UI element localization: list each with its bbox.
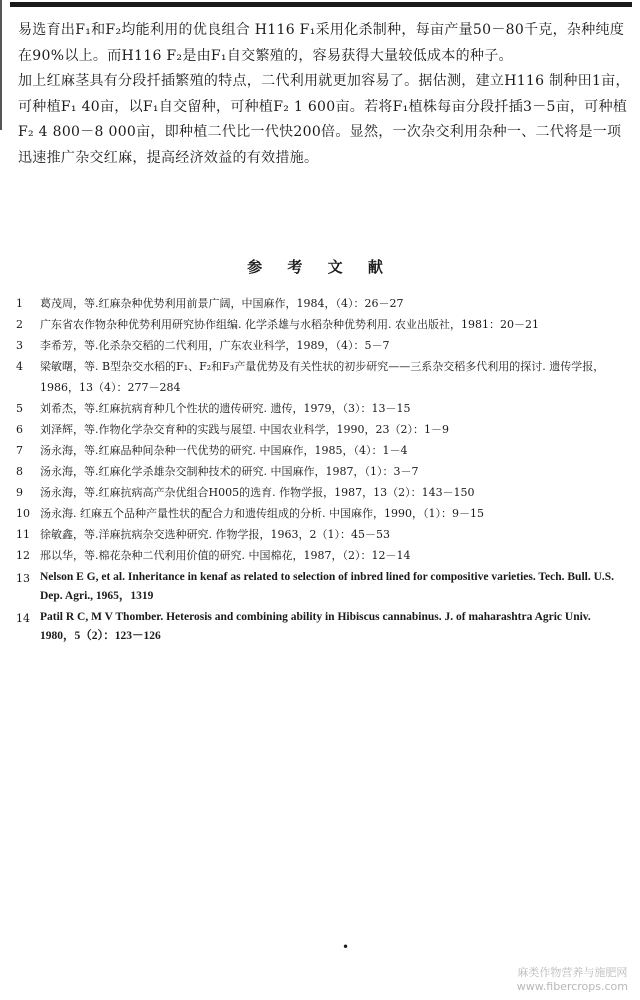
reference-item <box>16 524 628 545</box>
reference-list <box>16 293 628 646</box>
reference-item <box>16 398 628 419</box>
watermark-line-2: www.fibercrops.com <box>516 980 628 993</box>
reference-number: 14 <box>16 612 30 625</box>
reference-text: 徐敏鑫，等.洋麻抗病杂交选种研究. 作物学报，1963，2（1）：45－53 <box>40 528 390 541</box>
reference-number: 9 <box>16 486 23 499</box>
reference-text: 刘泽辉，等.作物化学杂交育种的实践与展望. 中国农业科学，1990，23（2）：1－9 <box>40 423 449 436</box>
reference-item <box>16 419 628 440</box>
reference-number: 7 <box>16 444 23 457</box>
reference-number: 4 <box>16 360 23 373</box>
reference-item <box>16 356 628 398</box>
reference-text: 邢以华，等.棉花杂种二代利用价值的研究. 中国棉花，1987，（2）：12－14 <box>40 549 411 562</box>
reference-text: Patil R C, M V Thomber. Heterosis and combining ability in Hibiscus cannabinus. J. of maharashtra Agric Univ. 1980，5（2）：123－126 <box>40 611 591 642</box>
page-mark: • <box>342 940 350 954</box>
reference-text: 汤永海. 红麻五个品种产量性状的配合力和遗传组成的分析. 中国麻作，1990，（1）：9－15 <box>40 507 484 520</box>
reference-text: 葛茂周，等.红麻杂种优势利用前景广阔，中国麻作，1984，（4）：26－27 <box>40 297 404 310</box>
reference-item <box>16 568 628 606</box>
reference-item <box>16 545 628 566</box>
reference-number: 13 <box>16 572 30 585</box>
body-text <box>18 18 630 171</box>
reference-text: 李希芳，等.化杀杂交稻的二代利用，广东农业科学，1989，（4）：5－7 <box>40 339 390 352</box>
reference-number: 3 <box>16 339 23 352</box>
reference-text: 汤永海，等.红麻品种间杂种一代优势的研究. 中国麻作，1985，（4）：1－4 <box>40 444 408 457</box>
reference-text: 刘希杰，等.红麻抗病育种几个性状的遗传研究. 遗传，1979，（3）：13－15 <box>40 402 411 415</box>
reference-text: 广东省农作物杂种优势利用研究协作组编. 化学杀雄与水稻杂种优势利用. 农业出版社，1981：20－21 <box>40 318 539 331</box>
top-rule <box>10 2 632 7</box>
reference-text: 汤永海，等.红麻化学杀雄杂交制种技术的研究. 中国麻作，1987，（1）：3－7 <box>40 465 419 478</box>
reference-item <box>16 335 628 356</box>
reference-text: 汤永海，等.红麻抗病高产杂优组合H005的选育. 作物学报，1987，13（2）：143－150 <box>40 486 475 499</box>
reference-item <box>16 293 628 314</box>
body-paragraph: 易选育出F₁和F₂均能利用的优良组合 H116 F₁采用化杀制种，每亩产量50－80千克，杂种纯度在90%以上。而H116 F₂是由F₁自交繁殖的，容易获得大量较低成本的种子。 <box>18 22 625 64</box>
reference-item <box>16 482 628 503</box>
watermark-line-1: 麻类作物营养与施肥网 <box>517 966 628 979</box>
reference-number: 1 <box>16 297 23 310</box>
reference-text: Nelson E G, et al. Inheritance in kenaf as related to selection of inbred lined for compositive varieties. Tech. Bull. U.S. Dep. Agri., 1965，1319 <box>40 571 615 602</box>
reference-number: 10 <box>16 507 30 520</box>
reference-number: 5 <box>16 402 23 415</box>
watermark <box>517 966 628 994</box>
reference-number: 12 <box>16 549 30 562</box>
page-left-edge <box>0 0 2 130</box>
reference-number: 2 <box>16 318 23 331</box>
reference-item <box>16 314 628 335</box>
reference-item <box>16 503 628 524</box>
references-title: 参 考 文 献 <box>247 258 393 276</box>
reference-number: 6 <box>16 423 23 436</box>
body-paragraph: 加上红麻茎具有分段扦插繁殖的特点，二代利用就更加容易了。据估测，建立H116 制种田1亩，可种植F₁ 40亩，以F₁自交留种，可种植F₂ 1 600亩。若将F₁植株每亩分段扦插3－5亩，可种植F₂ 4 800－8 000亩，即种植二代比一代快200倍。显然，一次杂交利用杂种一、二代将是一项迅速推广杂交红麻，提高经济效益的有效措施。 <box>18 73 630 166</box>
reference-number: 8 <box>16 465 23 478</box>
reference-item <box>16 440 628 461</box>
reference-number: 11 <box>16 528 30 541</box>
reference-text: 梁敏曙，等. B型杂交水稻的F₁、F₂和F₃产量优势及有关性状的初步研究——三系杂交稻多代利用的探讨. 遗传学报，1986，13（4）：277－284 <box>40 360 605 394</box>
reference-item <box>16 608 628 646</box>
reference-item <box>16 461 628 482</box>
